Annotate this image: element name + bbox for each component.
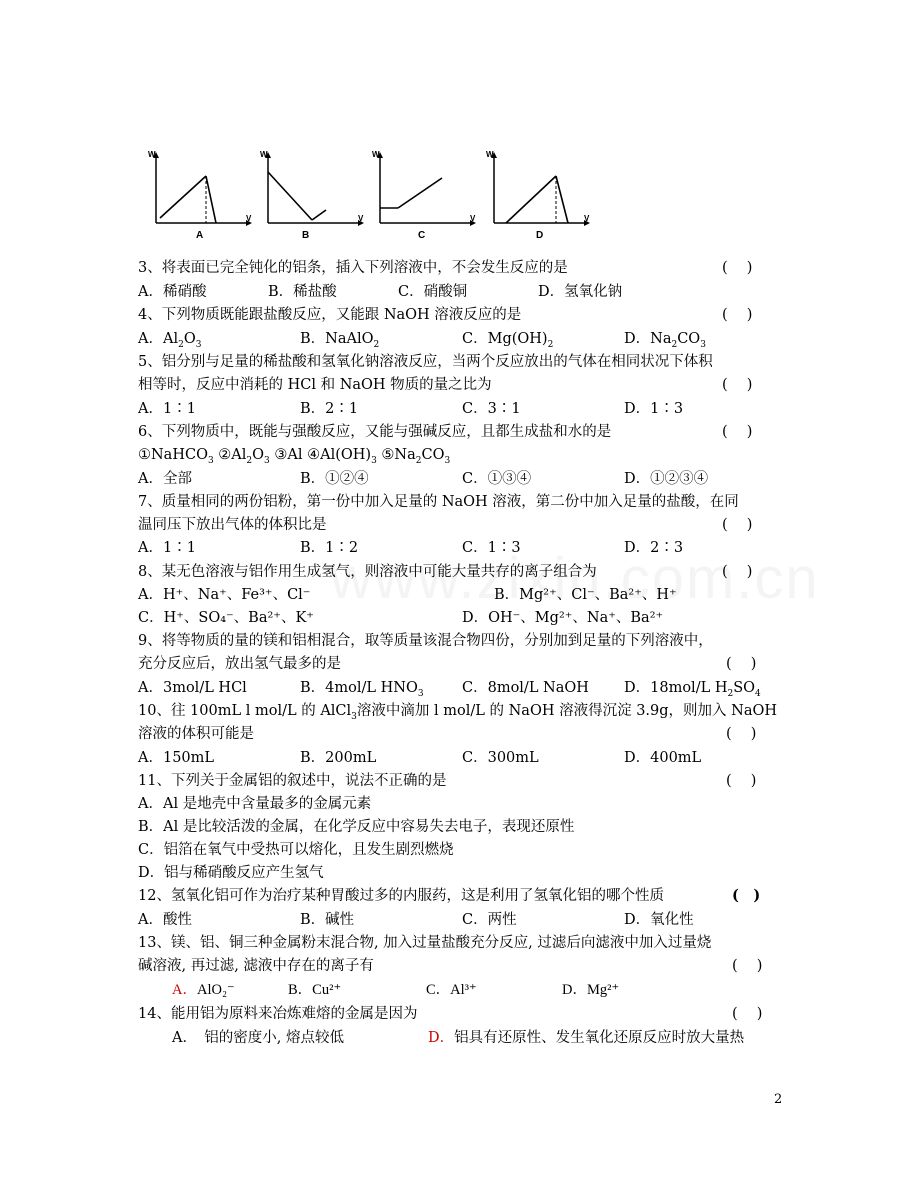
q11-option-b: B．Al 是比较活泼的金属，在化学反应中容易失去电子，表现还原性: [138, 819, 575, 835]
q12-stem: 12、氢氧化铝可作为治疗某种胃酸过多的内服药，这是利用了氢氧化铝的哪个性质: [138, 888, 664, 904]
q3-option-b: B．稀盐酸: [268, 284, 337, 300]
q9-option-d: D．18mol/L $H_2SO_4$: [624, 680, 761, 699]
q7-option-c: C．1∶3: [462, 540, 521, 556]
q7-option-d: D．2∶3: [624, 540, 684, 556]
q4-option-b: B．NaAlO$_2$: [300, 331, 380, 350]
q3-option-a: A．稀硝酸: [138, 284, 207, 300]
q13-answer-blank: ( ): [732, 958, 763, 974]
q9-option-a: A．3mol/L HCl: [138, 680, 247, 696]
q4-option-d: D．$Na_2CO_3$: [624, 331, 706, 350]
q5-option-c: C．3∶1: [462, 401, 521, 417]
q4-stem: 4、下列物质既能跟盐酸反应，又能跟 NaOH 溶液反应的是: [138, 307, 522, 323]
q7-stem-line2: 温同压下放出气体的体积比是: [138, 517, 327, 533]
svg-text:V: V: [470, 214, 476, 223]
graph-c-label: C: [418, 230, 426, 241]
svg-text:V: V: [584, 214, 590, 223]
q8-answer-blank: ( ): [722, 564, 753, 580]
svg-text:V: V: [246, 214, 252, 223]
q7-option-b: B．1∶2: [300, 540, 359, 556]
graph-a: [148, 148, 252, 248]
q5-stem-line1: 5、铝分别与足量的稀盐酸和氢氧化钠溶液反应，当两个反应放出的气体在相同状况下体积: [138, 354, 713, 370]
q10-option-a: A．150mL: [138, 750, 215, 766]
q5-option-a: A．1∶1: [138, 401, 196, 417]
q9-option-c: C．8mol/L NaOH: [462, 680, 589, 696]
q8-option-b: B．Mg²⁺、Cl⁻、Ba²⁺、H⁺: [494, 587, 677, 603]
q3-option-d: D．氢氧化钠: [538, 284, 623, 300]
q10-answer-blank: ( ): [726, 726, 757, 742]
q14-option-a: A． 铝的密度小, 熔点较低: [172, 1030, 344, 1046]
q9-option-b: B．4mol/L $HNO_3$: [300, 680, 424, 699]
q11-option-d: D．铝与稀硝酸反应产生氢气: [138, 865, 324, 881]
q10-option-b: B．200mL: [300, 750, 377, 766]
q6-option-a: A．全部: [138, 471, 192, 487]
q14-option-d: D．铝具有还原性、发生氧化还原反应时放大量热: [428, 1030, 745, 1046]
q12-option-b: B．碱性: [300, 912, 355, 928]
graph-b: [260, 148, 364, 248]
q12-option-a: A．酸性: [138, 912, 192, 928]
q13-option-d: D．Mg²⁺: [562, 982, 620, 998]
q6-substances: ①NaHCO$_3$ $②Al_2O_3$ ③Al $④Al(OH)_3$ $⑤Na_2CO_3$: [138, 447, 451, 466]
q11-stem: 11、下列关于金属铝的叙述中，说法不正确的是: [138, 773, 447, 789]
q6-answer-blank: ( ): [722, 424, 753, 440]
graph-options-row: [140, 148, 600, 248]
q8-stem: 8、某无色溶液与铝作用生成氢气，则溶液中可能大量共存的离子组合为: [138, 564, 597, 580]
q5-option-b: B．2∶1: [300, 401, 359, 417]
q11-option-a: A．Al 是地壳中含量最多的金属元素: [138, 796, 372, 812]
page-number: 2: [774, 1092, 783, 1107]
q5-option-d: D．1∶3: [624, 401, 684, 417]
graph-b-label: B: [302, 230, 310, 241]
graph-a-label: A: [196, 230, 204, 241]
svg-text:W: W: [486, 150, 494, 159]
q10-option-c: C．300mL: [462, 750, 539, 766]
q7-option-a: A．1∶1: [138, 540, 196, 556]
q3-option-c: C．硝酸铜: [398, 284, 468, 300]
q13-option-a: A．AlO₂⁻: [172, 982, 235, 998]
q7-answer-blank: ( ): [722, 517, 753, 533]
q10-option-d: D．400mL: [624, 750, 702, 766]
q13-stem-line1: 13、镁、铝、铜三种金属粉末混合物, 加入过量盐酸充分反应, 过滤后向滤液中加入过量烧: [138, 935, 712, 951]
q13-option-a-letter: A．: [172, 982, 197, 998]
q13-option-c: C．Al³⁺: [426, 982, 477, 998]
graph-c: [372, 148, 476, 248]
q9-stem-line1: 9、将等物质的量的镁和铝相混合，取等质量该混合物四份，分别加到足量的下列溶液中，: [138, 633, 713, 649]
q13-option-b: B．Cu²⁺: [288, 982, 342, 998]
q11-option-c: C．铝箔在氧气中受热可以熔化，且发生剧烈燃烧: [138, 842, 454, 858]
q12-answer-blank: ( ): [732, 887, 761, 904]
q5-stem-line2: 相等时，反应中消耗的 HCl 和 NaOH 物质的量之比为: [138, 377, 492, 393]
q3-stem: 3、将表面已完全钝化的铝条，插入下列溶液中，不会发生反应的是: [138, 260, 568, 276]
svg-text:W: W: [260, 150, 268, 159]
svg-text:V: V: [358, 214, 364, 223]
graph-d-label: D: [536, 230, 544, 241]
q8-option-d: D．OH⁻、Mg²⁺、Na⁺、Ba²⁺: [462, 610, 664, 626]
q7-stem-line1: 7、质量相同的两份铝粉，第一份中加入足量的 NaOH 溶液，第二份中加入足量的盐酸，在同: [138, 494, 739, 510]
q9-answer-blank: ( ): [726, 656, 757, 672]
q8-option-a: A．H⁺、Na⁺、Fe³⁺、Cl⁻: [138, 587, 311, 603]
q12-option-c: C．两性: [462, 912, 517, 928]
svg-text:W: W: [148, 150, 156, 159]
svg-text:W: W: [372, 150, 380, 159]
q4-option-a: A．$Al_2O_3$: [138, 331, 202, 350]
q9-stem-line2: 充分反应后，放出氢气最多的是: [138, 656, 341, 672]
q6-option-d: D．①②③④: [624, 471, 709, 487]
q11-answer-blank: ( ): [726, 773, 757, 789]
q4-answer-blank: ( ): [722, 307, 753, 323]
q14-answer-blank: ( ): [732, 1006, 763, 1022]
q3-answer-blank: ( ): [722, 260, 753, 276]
q14-stem: 14、能用铝为原料来冶炼难熔的金属是因为: [138, 1006, 418, 1022]
graph-d: [486, 148, 590, 248]
q5-answer-blank: ( ): [722, 377, 753, 393]
q6-option-b: B．①②④: [300, 471, 369, 487]
q12-option-d: D．氧化性: [624, 912, 694, 928]
q6-stem: 6、下列物质中，既能与强酸反应，又能与强碱反应，且都生成盐和水的是: [138, 424, 612, 440]
q14-option-d-letter: D．: [428, 1030, 455, 1046]
q10-stem-line2: 溶液的体积可能是: [138, 726, 254, 742]
q10-stem-line1: 10、往 100mL l mol/L 的 AlCl$_3$溶液中滴加 l mol/L 的 NaOH 溶液得沉淀 3.9g，则加入 NaOH: [138, 703, 778, 722]
q4-option-c: C．$Mg(OH)_2$: [462, 331, 554, 350]
q6-option-c: C．①③④: [462, 471, 532, 487]
q8-option-c: C．H⁺、SO₄⁻、Ba²⁺、K⁺: [138, 610, 314, 626]
q13-stem-line2: 碱溶液, 再过滤, 滤液中存在的离子有: [138, 958, 374, 974]
